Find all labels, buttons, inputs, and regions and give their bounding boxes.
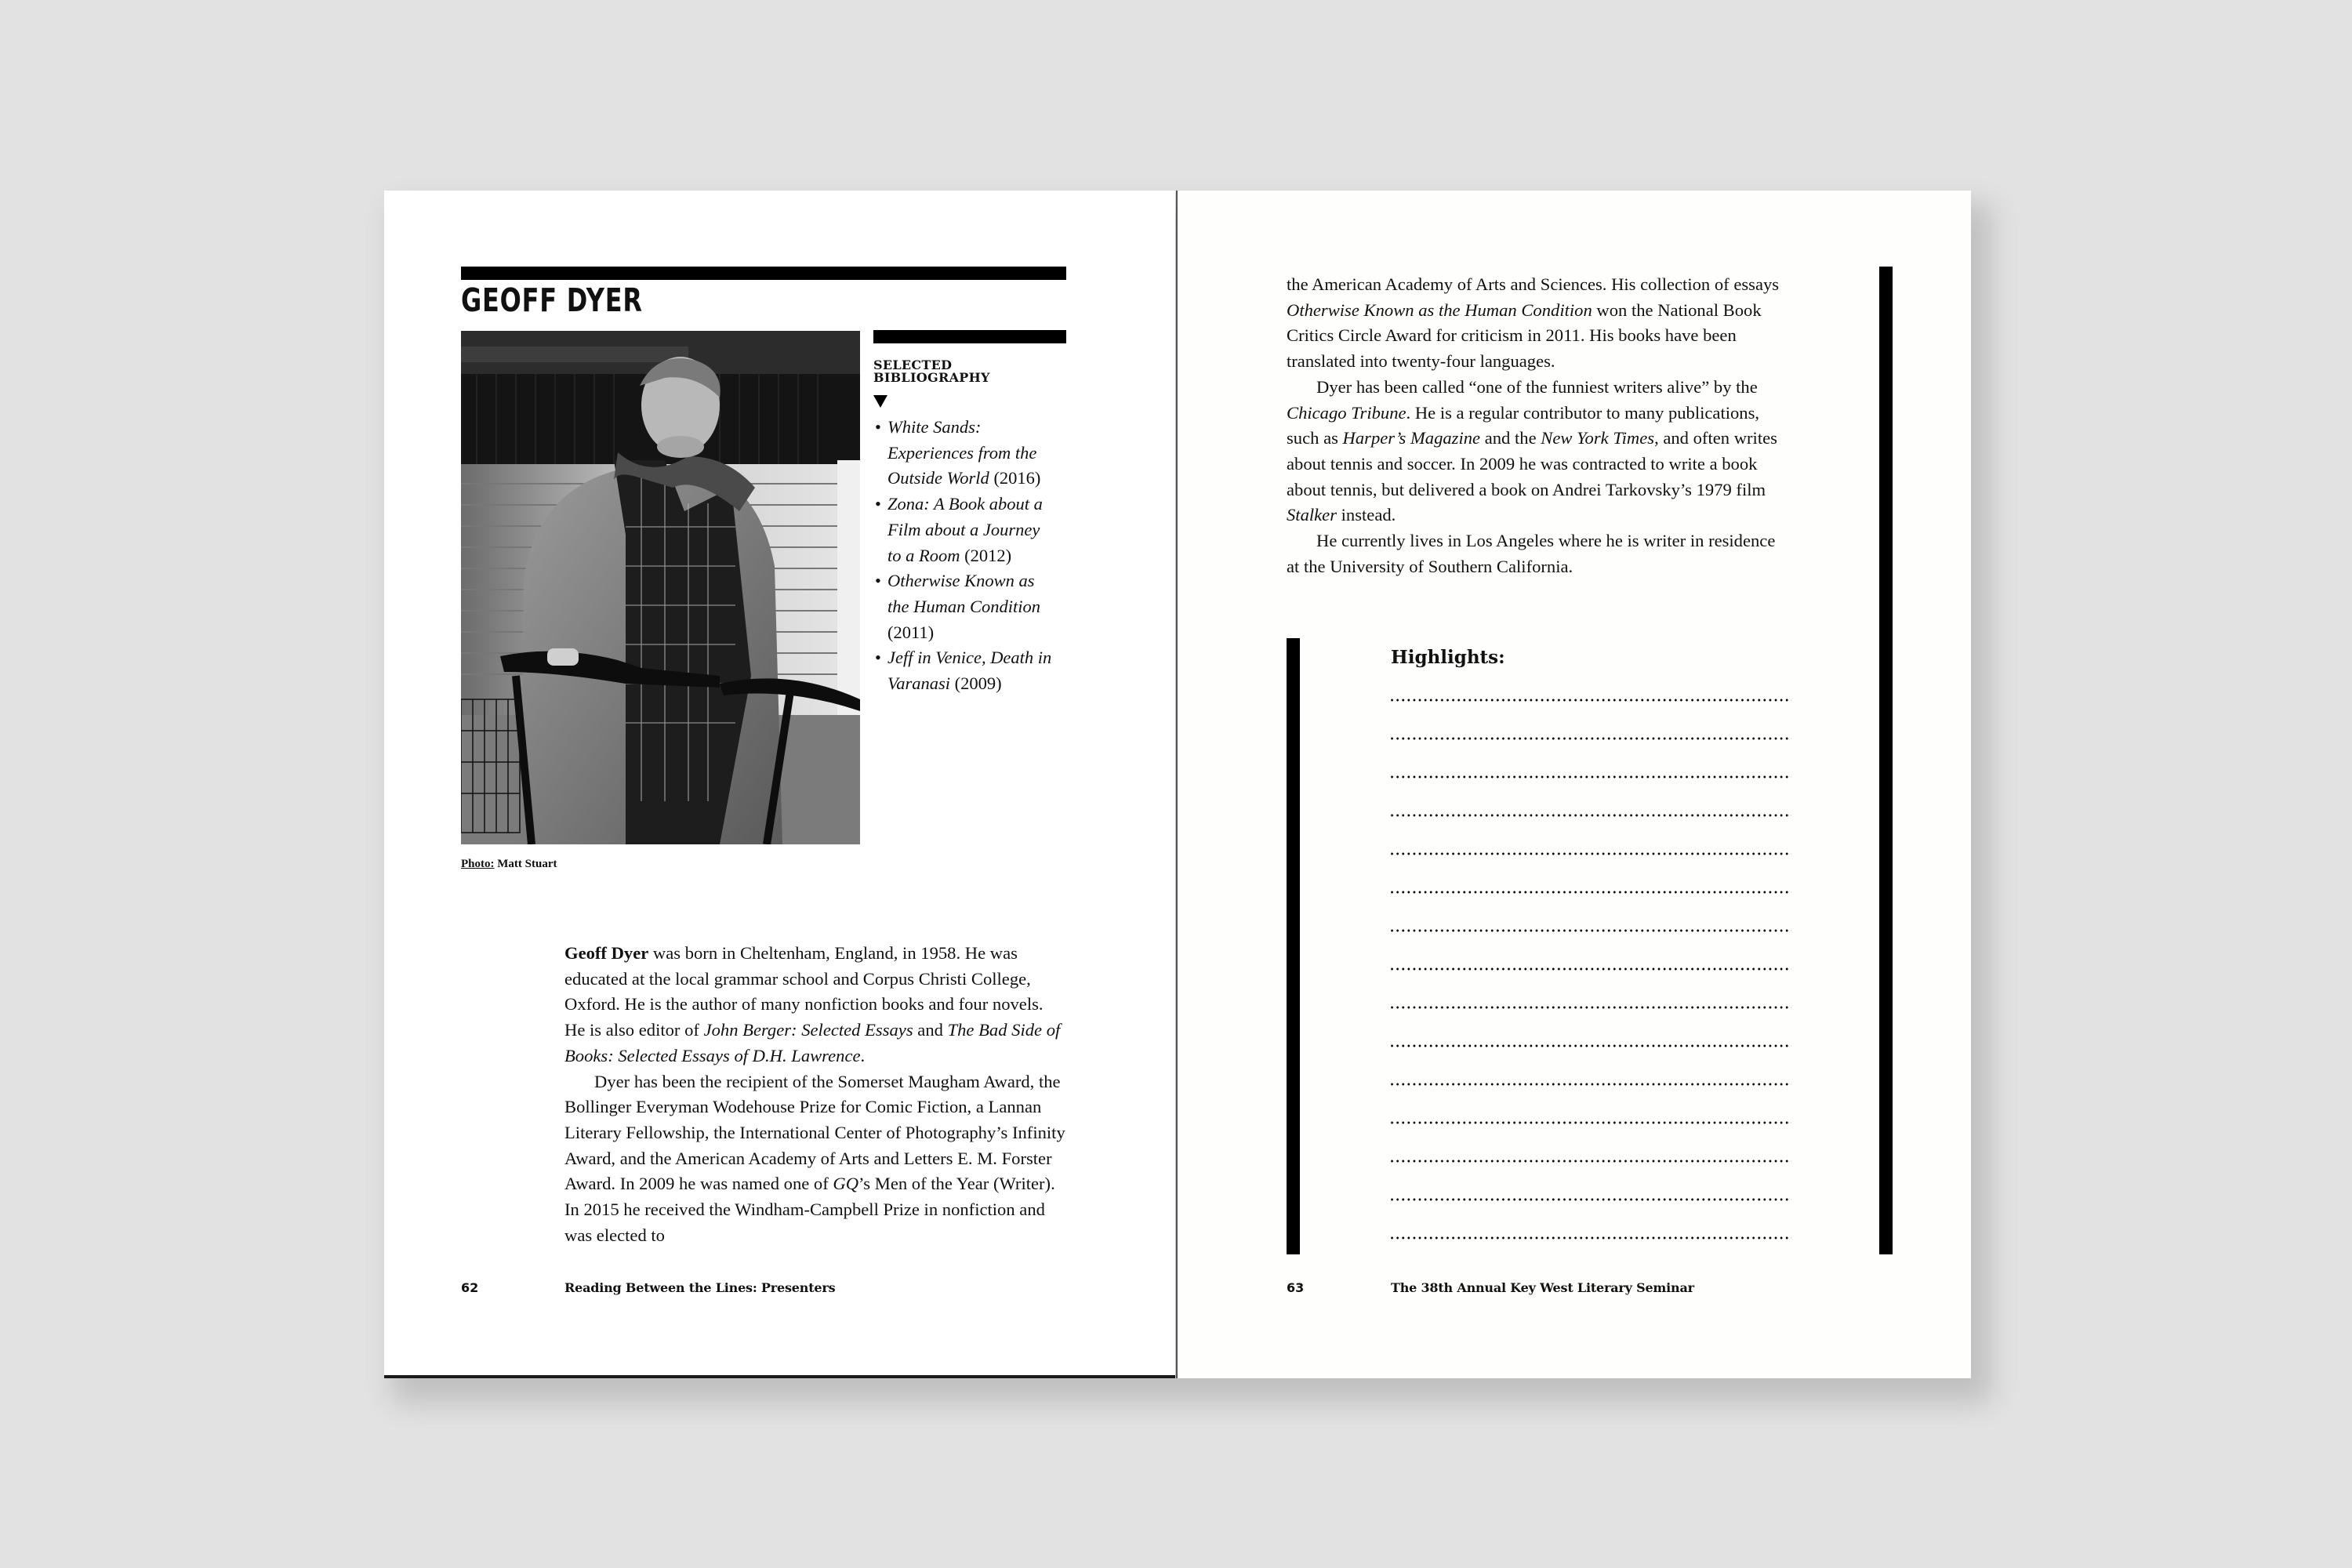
biography-paragraph-2: Dyer has been the recipient of the Somerset Maugham Award, the Bollinger Everyman Wodehouse Prize for Comic Fiction, a Lannan Literary Fellowship, the International Center of Photography’s Infinity Award, and the American Academy of Arts and Letters E. M. Forster Award. In 2009 he was named one of GQ’s Men of the Year (Writer). In 2015 he received the Windham-Campbell Prize in nonfiction and was elected to — [564, 1071, 1065, 1245]
note-line[interactable] — [1389, 699, 1791, 702]
note-line[interactable] — [1389, 929, 1791, 932]
page-title: GEOFF DYER — [461, 281, 643, 319]
running-head: The 38th Annual Key West Literary Seminar — [1391, 1280, 1694, 1295]
note-line[interactable] — [1389, 1083, 1791, 1086]
bibliography-item: • Zona: A Book about a Film about a Journey to a Room (2012) — [875, 492, 1071, 568]
note-line[interactable] — [1389, 1236, 1791, 1240]
biography-paragraph-5: He currently lives in Los Angeles where he is writer in residence at the University of Southern California. — [1287, 531, 1776, 576]
left-page — [384, 191, 1175, 1378]
author-photo — [461, 331, 860, 844]
note-line[interactable] — [1389, 1006, 1791, 1009]
right-page — [1176, 191, 1971, 1378]
note-line[interactable] — [1389, 737, 1791, 740]
bibliography-rule — [873, 330, 1066, 343]
page-number: 62 — [461, 1280, 479, 1295]
running-head: Reading Between the Lines: Presenters — [564, 1280, 836, 1295]
highlights-left-rule — [1287, 638, 1300, 1254]
biography-text-right — [1287, 272, 1788, 579]
bibliography-item: • White Sands: Experiences from the Outside World (2016) — [875, 415, 1071, 492]
page-right-rule — [1879, 267, 1893, 1254]
bibliography-item: • Otherwise Known as the Human Condition (2011) — [875, 568, 1071, 645]
biography-text-left — [564, 941, 1066, 1248]
page-number: 63 — [1287, 1280, 1305, 1295]
biography-paragraph-3: the American Academy of Arts and Sciences. His collection of essays Otherwise Known as the Human Condition won the National Book Critics Circle Award for criticism in 2011. His books have been translated into twenty-four languages. — [1287, 274, 1780, 372]
triangle-down-icon — [873, 395, 887, 408]
title-rule — [461, 267, 1066, 280]
note-line[interactable] — [1389, 1121, 1791, 1124]
note-line[interactable] — [1389, 1198, 1791, 1201]
note-line[interactable] — [1389, 775, 1791, 779]
note-line[interactable] — [1389, 1160, 1791, 1163]
note-line[interactable] — [1389, 852, 1791, 855]
bibliography-heading: SELECTED BIBLIOGRAPHY — [873, 358, 990, 385]
biography-paragraph-1: Geoff Dyer was born in Cheltenham, England, in 1958. He was educated at the local grammar school and Corpus Christi College, Oxford. He is the author of many nonfiction books and four novels. He is also editor of John Berger: Selected Essays and The Bad Side of Books: Selected Essays of D.H. Lawrence. — [564, 943, 1061, 1065]
note-line[interactable] — [1389, 1044, 1791, 1047]
note-line[interactable] — [1389, 967, 1791, 971]
highlights-label: Highlights: — [1391, 647, 1505, 668]
bibliography-list — [875, 415, 1071, 697]
bibliography-item: • Jeff in Venice, Death in Varanasi (2009) — [875, 645, 1071, 696]
note-line[interactable] — [1389, 814, 1791, 817]
biography-paragraph-4: Dyer has been called “one of the funniest writers alive” by the Chicago Tribune. He is a regular contributor to many publications, such as Harper’s Magazine and the New York Times, and often writes about tennis and soccer. In 2009 he was contracted to write a book about tennis, but delivered a book on Andrei Tarkovsky’s 1979 film Stalker instead. — [1287, 376, 1777, 525]
note-line[interactable] — [1389, 891, 1791, 894]
photo-caption: Photo: Matt Stuart — [461, 858, 557, 870]
